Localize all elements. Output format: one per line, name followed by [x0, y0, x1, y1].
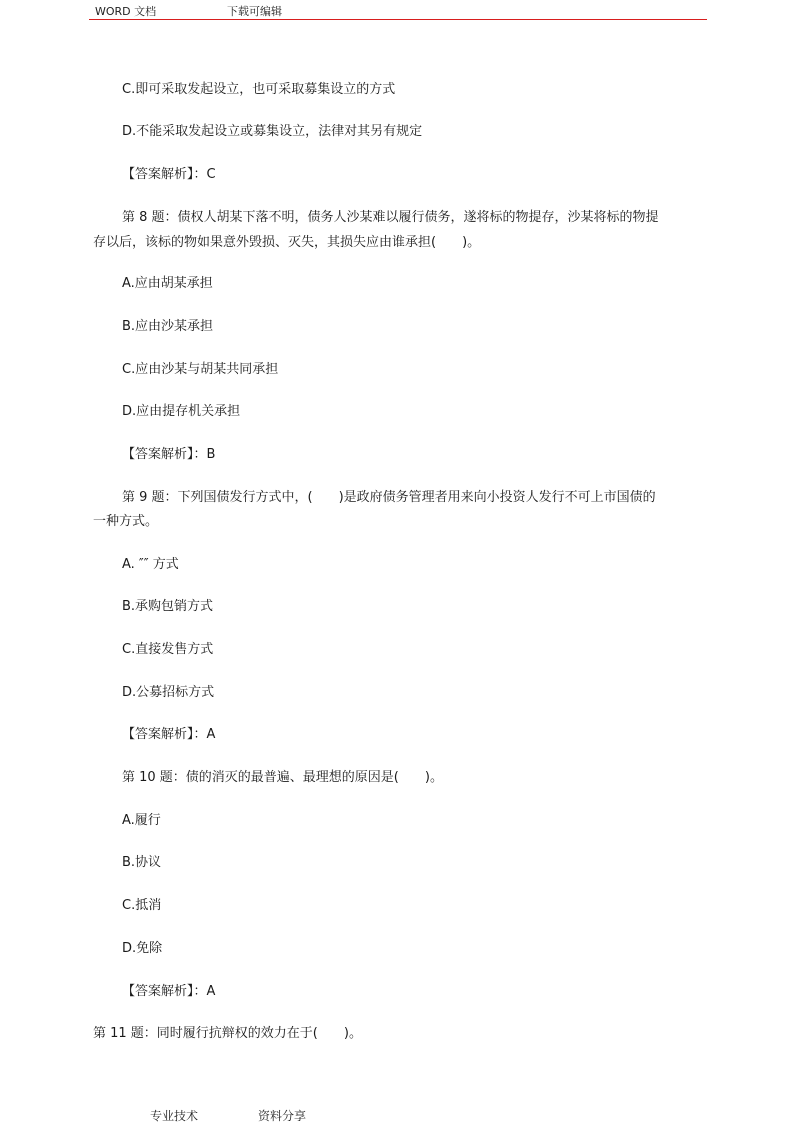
option-a-q10: A.履行: [122, 813, 161, 828]
question-11: 第 11 题：同时履行抗辩权的效力在于( )。: [93, 1026, 362, 1041]
question-8-line-1: 第 8 题：债权人胡某下落不明，债务人沙某难以履行债务，遂将标的物提存，沙某将标的物提: [122, 210, 659, 225]
question-9-line-1: 第 9 题：下列国债发行方式中，( )是政府债务管理者用来向小投资人发行不可上市国债的: [122, 490, 656, 505]
answer-q7: 【答案解析】：C: [122, 167, 216, 182]
option-b-q8: B.应由沙某承担: [122, 319, 214, 334]
option-a-q9: A. ″″ 方式: [122, 557, 179, 572]
footer-right-text: 资料分享: [258, 1109, 307, 1123]
answer-q9: 【答案解析】：A: [122, 727, 216, 742]
option-d-q7: D.不能采取发起设立或募集设立，法律对其另有规定: [122, 124, 423, 139]
option-c-q8: C.应由沙某与胡某共同承担: [122, 362, 279, 377]
header-left-text: WORD 文档: [95, 5, 157, 18]
question-8-line-2: 存以后，该标的物如果意外毁损、灭失，其损失应由谁承担( )。: [93, 235, 481, 250]
header-right-text: 下载可编辑: [227, 5, 282, 18]
answer-q10: 【答案解析】：A: [122, 984, 216, 999]
header-divider: [89, 19, 707, 20]
option-b-q10: B.协议: [122, 855, 162, 870]
footer-left-text: 专业技术: [150, 1109, 199, 1123]
question-9-line-2: 一种方式。: [93, 514, 159, 529]
option-d-q8: D.应由提存机关承担: [122, 404, 241, 419]
question-10: 第 10 题：债的消灭的最普遍、最理想的原因是( )。: [122, 770, 443, 785]
option-c-q10: C.抵消: [122, 898, 162, 913]
option-a-q8: A.应由胡某承担: [122, 276, 213, 291]
option-d-q10: D.免除: [122, 941, 163, 956]
option-b-q9: B.承购包销方式: [122, 599, 214, 614]
option-c-q9: C.直接发售方式: [122, 642, 214, 657]
option-d-q9: D.公募招标方式: [122, 685, 215, 700]
option-c-q7: C.即可采取发起设立，也可采取募集设立的方式: [122, 82, 396, 97]
answer-q8: 【答案解析】：B: [122, 447, 216, 462]
